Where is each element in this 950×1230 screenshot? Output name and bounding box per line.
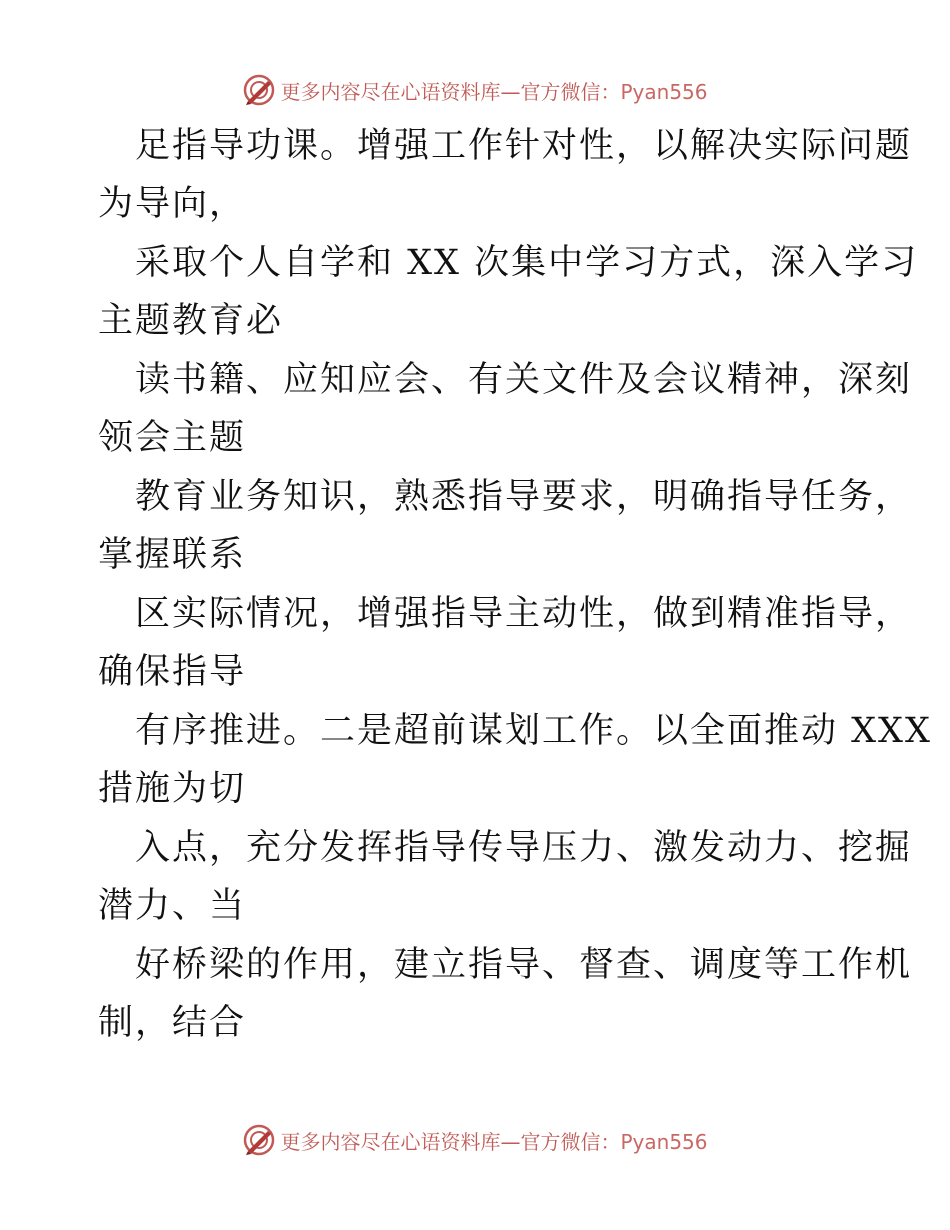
- paragraph-line: 入点，充分发挥指导传导压力、激发动力、挖掘: [135, 828, 913, 868]
- header-watermark: [0, 70, 950, 110]
- paragraph-continuation: 潜力、当: [98, 886, 247, 926]
- paragraph-continuation: 措施为切: [98, 769, 247, 809]
- paragraph-line: 教育业务知识，熟悉指导要求，明确指导任务，: [135, 477, 913, 517]
- paragraph-continuation: 掌握联系: [98, 535, 247, 575]
- watermark-text: 更多内容尽在心语资料库—官方微信：: [280, 1129, 621, 1154]
- paragraph-line: 好桥梁的作用，建立指导、督查、调度等工作机: [135, 945, 913, 985]
- paragraph-line: 读书籍、应知应会、有关文件及会议精神，深刻: [135, 360, 913, 400]
- pen-logo-icon: [242, 73, 276, 107]
- watermark-wechat-id: Pyan556: [620, 1129, 708, 1154]
- paragraph-continuation: 为导向，: [98, 184, 247, 224]
- paragraph-line: 采取个人自学和 XX 次集中学习方式，深入学习: [135, 243, 919, 283]
- paragraph-line: 足指导功课。增强工作针对性，以解决实际问题: [135, 126, 913, 166]
- paragraph-continuation: 制，结合: [98, 1003, 247, 1043]
- pen-logo-icon: [242, 1123, 276, 1157]
- paragraph-line: 有序推进。二是超前谋划工作。以全面推动 XXX: [135, 711, 932, 751]
- watermark-text: 更多内容尽在心语资料库—官方微信：: [280, 79, 621, 104]
- paragraph-continuation: 主题教育必: [98, 301, 284, 341]
- paragraph-line: 区实际情况，增强指导主动性，做到精准指导，: [135, 594, 913, 634]
- watermark-wechat-id: Pyan556: [620, 79, 708, 104]
- footer-watermark: [0, 1120, 950, 1160]
- paragraph-continuation: 确保指导: [98, 652, 247, 692]
- paragraph-continuation: 领会主题: [98, 418, 247, 458]
